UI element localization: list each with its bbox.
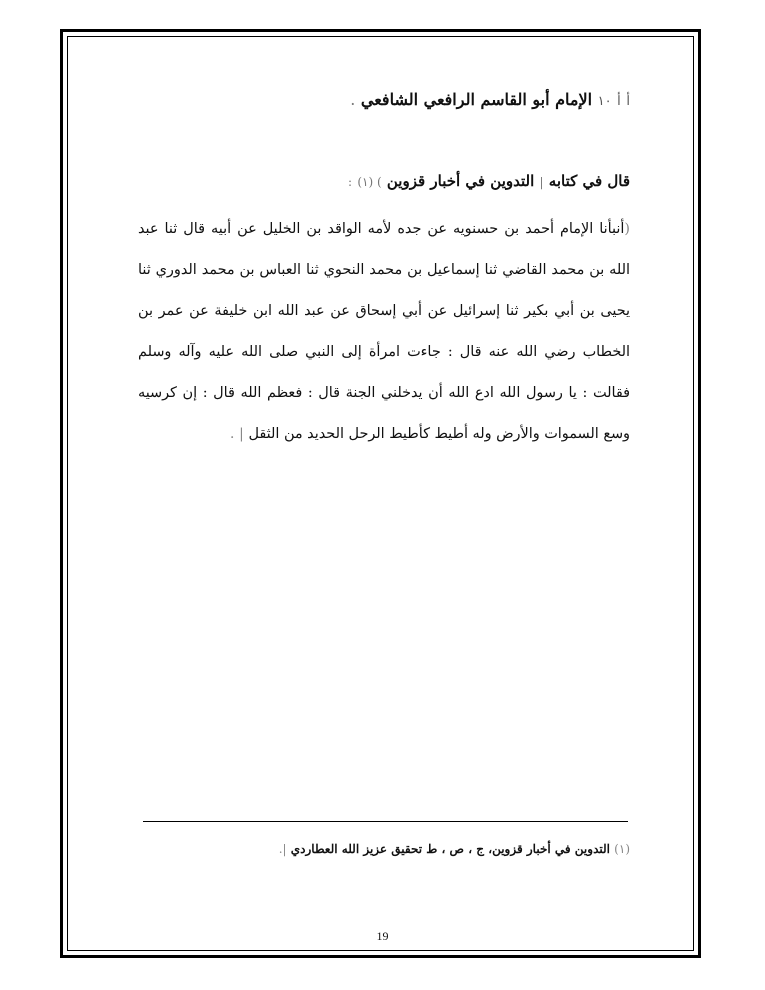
heading-text: الإمام أبو القاسم الرافعي الشافعي bbox=[360, 90, 593, 109]
heading-marker-right: أ bbox=[626, 94, 630, 109]
intro-line: قال في كتابه | التدوين في أخبار قزوين ) (١) : bbox=[348, 172, 630, 190]
footnote bbox=[138, 842, 634, 856]
heading-marker-left: أ bbox=[617, 94, 621, 109]
heading-number: ١٠ bbox=[597, 94, 612, 109]
close-mark: | . bbox=[229, 426, 244, 442]
footnote-end-mark: |. bbox=[278, 842, 287, 856]
page-number: 19 bbox=[376, 929, 389, 943]
hadith-text: أنبأنا الإمام أحمد بن حسنويه عن جده لأمه الواقد بن الخليل عن أبيه قال ثنا عبد الله بن محمد القاضي ثنا إسماعيل بن محمد النحوي ثنا العباس بن محمد الدوري ثنا يحيى بن أبي بكير ثنا إسرائيل عن أبي إسحاق عن عبد الله ابن خليفة عن عمر بن الخطاب رضي الله عنه قال : جاءت امرأة إلى النبي صلى الله عليه وآله وسلم فقالت : يا رسول الله ادع الله أن يدخلني الجنة قال : فعظم الله قال : إن كرسيه وسع السموات والأرض وله أطيط كأطيط الرحل الحديد من الثقل bbox=[138, 221, 630, 442]
footnote-separator bbox=[143, 821, 628, 822]
footnote-reference: ) (١) bbox=[357, 175, 382, 189]
heading-end-mark: . bbox=[350, 90, 356, 109]
open-mark: ( bbox=[624, 221, 630, 237]
intro-colon: : bbox=[348, 175, 353, 189]
intro-prefix: قال في كتابه bbox=[548, 172, 630, 190]
footnote-text: التدوين في أخبار قزوين، ج ، ص ، ط تحقيق عزيز الله العطاردي bbox=[290, 842, 610, 856]
hadith-paragraph bbox=[138, 209, 630, 455]
entry-heading bbox=[138, 90, 630, 109]
footnote-ref: (١) bbox=[614, 842, 630, 856]
book-title: التدوين في أخبار قزوين bbox=[386, 172, 535, 190]
